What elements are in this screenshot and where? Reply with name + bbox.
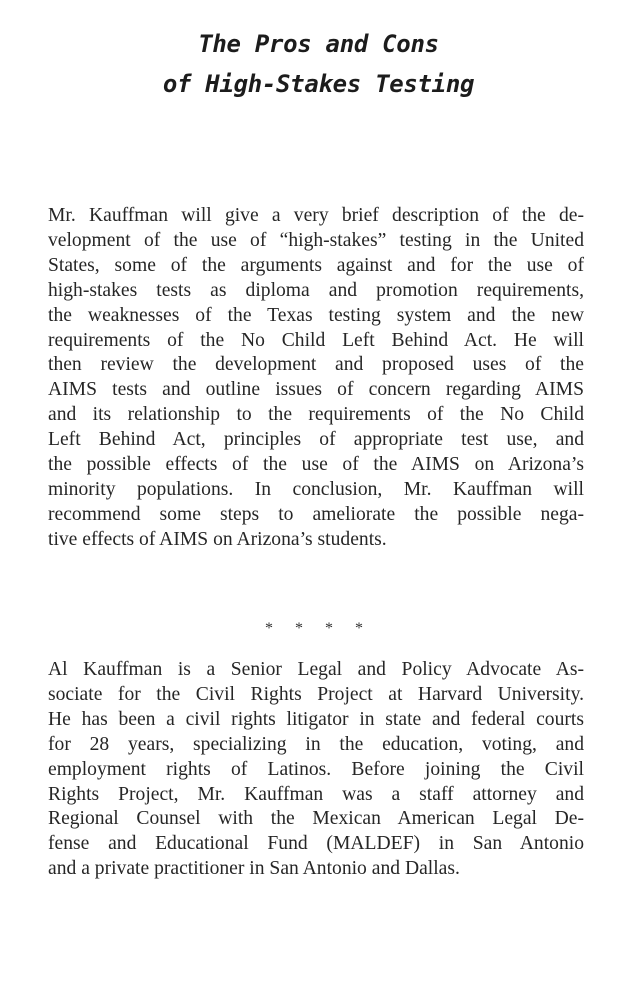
- description-line: minority populations. In conclusion, Mr. Kauffman will: [48, 478, 584, 500]
- section-separator: * * * *: [265, 620, 372, 637]
- bio-line: He has been a civil rights litigator in state and federal courts: [48, 708, 584, 730]
- description-line: high-stakes tests as diploma and promotion requirements,: [48, 279, 584, 301]
- bio-line: sociate for the Civil Rights Project at Harvard University.: [48, 683, 584, 705]
- bio-line: Al Kauffman is a Senior Legal and Policy Advocate As-: [48, 659, 584, 680]
- description-line: States, some of the arguments against and for the use of: [48, 254, 584, 276]
- description-line: tive effects of AIMS on Arizona’s students.: [48, 528, 387, 550]
- bio-line: Rights Project, Mr. Kauffman was a staff attorney and: [48, 783, 584, 805]
- description-line: the weaknesses of the Texas testing system and the new: [48, 304, 584, 326]
- title-line-2: of High-Stakes Testing: [162, 70, 475, 98]
- description-line: Mr. Kauffman will give a very brief description of the de-: [48, 205, 584, 226]
- description-paragraph: [48, 204, 584, 553]
- bio-line: fense and Educational Fund (MALDEF) in San Antonio: [48, 833, 584, 855]
- description-line: Left Behind Act, principles of appropriate test use, and: [48, 429, 584, 451]
- description-line: and its relationship to the requirements of the No Child: [48, 404, 584, 426]
- description-line: recommend some steps to ameliorate the possible nega-: [48, 503, 584, 525]
- page-title: [0, 24, 637, 104]
- title-line-1: The Pros and Cons: [198, 30, 439, 58]
- description-line: then review the development and proposed uses of the: [48, 354, 584, 376]
- bio-line: for 28 years, specializing in the education, voting, and: [48, 733, 584, 755]
- bio-line: employment rights of Latinos. Before joining the Civil: [48, 758, 584, 780]
- description-line: AIMS tests and outline issues of concern regarding AIMS: [48, 379, 584, 401]
- bio-line: and a private practitioner in San Antonio and Dallas.: [48, 858, 460, 880]
- description-line: the possible effects of the use of the AIMS on Arizona’s: [48, 454, 584, 476]
- bio-line: Regional Counsel with the Mexican American Legal De-: [48, 808, 584, 830]
- bio-paragraph: [48, 658, 584, 882]
- description-line: velopment of the use of “high-stakes” testing in the United: [48, 229, 584, 251]
- description-line: requirements of the No Child Left Behind Act. He will: [48, 329, 584, 351]
